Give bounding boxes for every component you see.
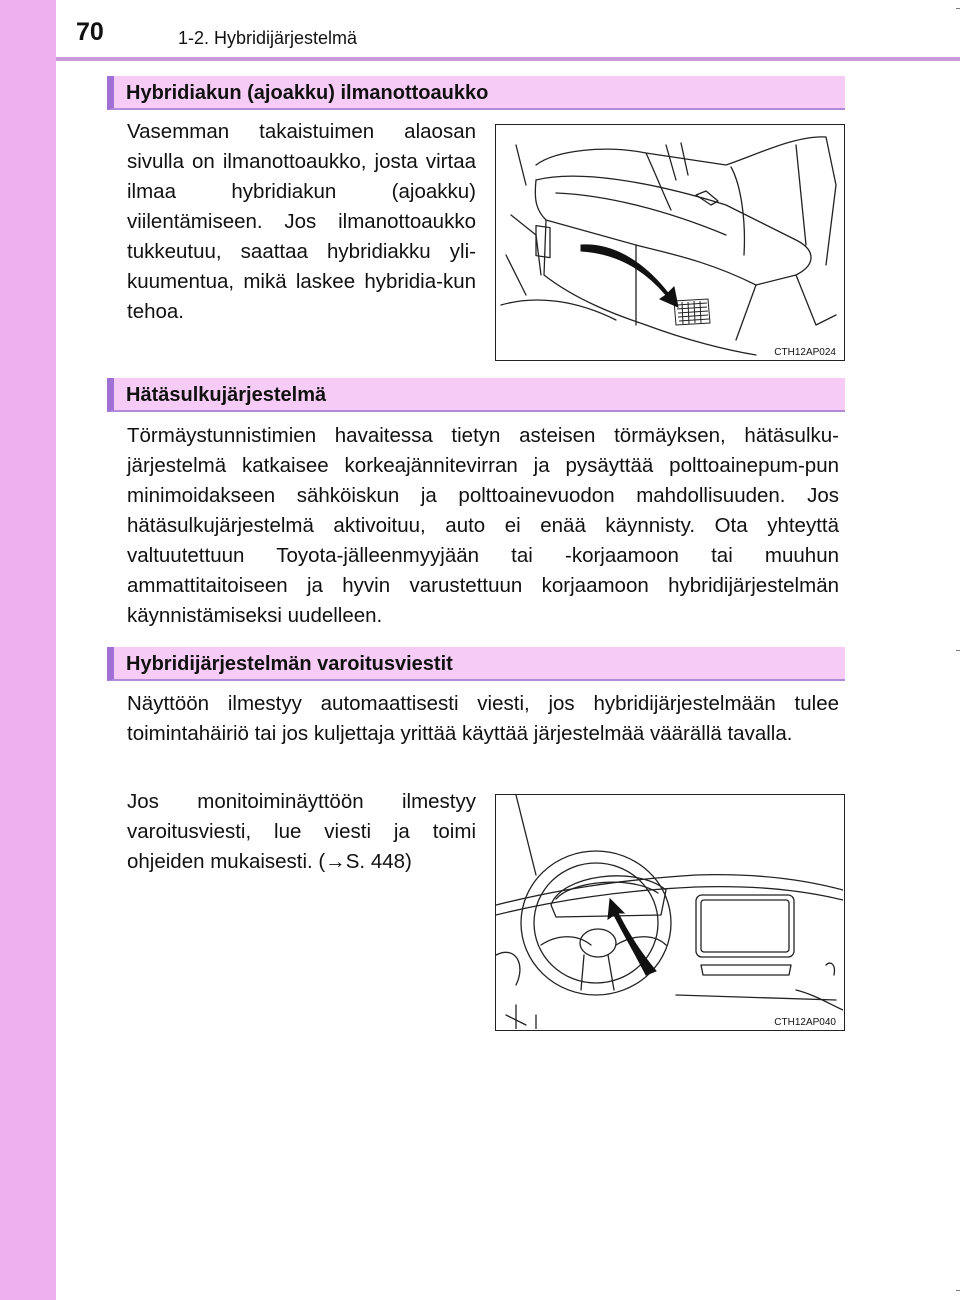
air-intake-paragraph: Vasemman takaistuimen alaosan sivulla on ilmanottoaukko, josta virtaa ilmaa hybridiakun (ajoakku) viilentämiseen. Jos ilmanottoaukko tukkeutuu, saattaa hybridiakku yli-kuumentua, mikä laskee hybridia-kun tehoa.: [127, 120, 476, 323]
section-title: Hybridijärjestelmän varoitusviestit: [126, 653, 453, 675]
header-rule: [56, 57, 960, 61]
warning-messages-paragraph: Näyttöön ilmestyy automaattisesti viesti, jos hybridijärjestelmään tulee toimintahäiriö tai jos kuljettaja yrittää käyttää järjestelmää väärällä tavalla.: [127, 692, 839, 745]
dashboard-illustration: [496, 795, 843, 1029]
rear-seat-illustration: [496, 125, 843, 359]
crop-mark: [956, 650, 960, 651]
warning-instruction-paragraph: Jos monitoiminäyttöön ilmestyy varoitusviesti, lue viesti ja toimi ohjeiden mukaisesti. (→S. 448): [127, 790, 476, 873]
page-number: 70: [76, 18, 104, 46]
section-heading-air-intake: [107, 76, 845, 110]
crop-mark: [956, 8, 960, 9]
chapter-title: 1-2. Hybridijärjestelmä: [178, 28, 358, 48]
crop-mark: [956, 1290, 960, 1291]
rear-seat-air-intake-figure: [495, 124, 845, 361]
figure-code: CTH12AP024: [774, 347, 836, 358]
instrument-panel-figure: [495, 794, 845, 1031]
section-heading-warning-messages: [107, 647, 845, 681]
side-margin-band: [0, 0, 56, 1300]
section-title: Hybridiakun (ajoakku) ilmanottoaukko: [126, 82, 489, 104]
emergency-shutoff-paragraph: Törmäystunnistimien havaitessa tietyn asteisen törmäyksen, hätäsulku-järjestelmä katkaisee korkeajännitevirran ja pysäyttää polttoainepum-pun minimoidakseen sähköiskun ja polttoainevuodon mahdollisuuden. Jos hätäsulkujärjestelmä aktivoituu, auto ei enää käynnisty. Ota yhteyttä valtuutettuun Toyota-jälleenmyyjään tai -korjaamoon tai muuhun ammattitaitoiseen ja hyvin varustettuun korjaamoon hybridijärjestelmän käynnistämiseksi uudelleen.: [127, 424, 839, 627]
section-title: Hätäsulkujärjestelmä: [126, 384, 327, 406]
section-heading-emergency-shutoff: [107, 378, 845, 412]
figure-code: CTH12AP040: [774, 1017, 836, 1028]
